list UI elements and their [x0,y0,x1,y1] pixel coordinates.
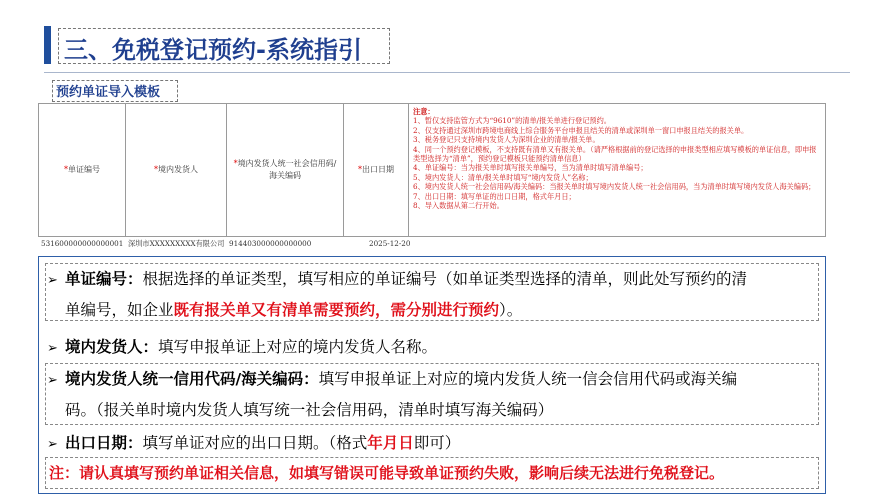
arrow-bullet-icon: ➢ [47,341,58,356]
header-export-date-label: 出口日期 [362,165,394,174]
required-mark: * [358,165,362,174]
required-mark: * [233,159,238,168]
arrow-bullet-icon: ➢ [47,437,58,452]
sample-doc-no: 531600000000000001 [41,239,124,248]
note-item: 3、税务登记只支持境内发货人为深圳企业的清单/报关单。 [413,135,600,145]
required-mark: * [64,165,68,174]
note-item: 1、暂仅支持监管方式为“9610”的清单/报关单进行登记预约。 [413,116,611,126]
arrow-bullet-icon: ➢ [47,273,58,288]
sample-export-date: 2025-12-20 [369,239,411,248]
header-doc-no-label: 单证编号 [68,165,100,174]
notes-title: 注意： [413,107,435,116]
template-notes [408,103,826,237]
guide-highlight: 年月日 [367,434,414,452]
guide-key: 境内发货人： [65,338,159,356]
import-template-sheet [38,103,826,251]
note-item: 4、同一个预约登记模板，不支持既有清单又有报关单。（请严格根据前的登记选择的申报类型相应填写模板的单证信息，即申报类型选择为“清单”，预约登记模板只能预约清单信息） [413,144,817,164]
guide-text: 单编号，如企业 [65,301,174,319]
note-item: 4、单证编号：当为报关单时填写报关单编号，当为清单时填写清单编号； [413,163,648,173]
guide-text: 填写申报单证上对应的境内发货人名称。 [158,338,438,356]
sample-shipper: 深圳市XXXXXXXXX有限公司 [128,239,225,248]
note-item: 6、境内发货人统一社会信用码/海关编码：当报关单时填写境内发货人统一社会信用码，当为清单时填写境内发货人海关编码； [413,182,816,192]
page-title: 三、免税登记预约-系统指引 [64,36,362,64]
guide-text: 填写申报单证上对应的境内发货人统一信会信用代码或海关编 [318,370,738,388]
guide-text: 码。（报关单时境内发货人填写统一社会信用码，清单时填写海关编码） [65,401,554,419]
guide-row-doc-no-cont [65,300,522,320]
guide-text: 填写单证对应的出口日期。（格式 [142,434,368,452]
header-credit-code-label: 境内发货人统一社会信用码/海关编码 [237,159,337,180]
warning-note: 注：请认真填写预约单证相关信息，如填写错误可能导致单证预约失败，影响后续无法进行免税登记。 [49,464,725,482]
guide-row-shipper [47,337,437,359]
guide-text: ）。 [499,301,523,319]
section-subtitle: 预约单证导入模板 [56,85,161,100]
guide-row-credit-code [47,369,737,391]
sample-data-row [38,239,826,251]
guide-panel [38,256,826,494]
title-underline [44,72,850,73]
header-credit-code [226,103,344,237]
guide-text: 即可） [413,434,461,452]
header-shipper [125,103,227,237]
guide-key: 单证编号： [65,270,143,288]
arrow-bullet-icon: ➢ [47,373,58,388]
guide-highlight: 既有报关单又有清单需要预约，需分别进行预约 [173,301,500,319]
guide-text: 根据选择的单证类型，填写相应的单证编号（如单证类型选择的清单，则此处写预约的清 [142,270,748,288]
required-mark: * [154,165,158,174]
guide-row-credit-code-cont [65,400,553,420]
note-item: 8、导入数据从第二行开始。 [413,201,504,211]
note-item: 7、出口日期：填写单证的出口日期，格式年月日； [413,191,576,201]
header-doc-no [38,103,126,237]
header-shipper-label: 境内发货人 [158,165,198,174]
sample-credit-code: 914403000000000000 [229,239,312,248]
guide-row-doc-no [47,269,747,291]
title-accent-bar [44,26,51,64]
note-item: 2、仅支持通过深圳市跨境电商线上综合服务平台申报且结关的清单或深圳单一窗口申报且结关的报关单。 [413,125,749,135]
note-item: 5、境内发货人：清单/报关单时填写“境内发货人”名称； [413,172,593,182]
guide-key: 出口日期： [65,434,143,452]
guide-key: 境内发货人统一信用代码/海关编码： [65,370,319,388]
header-export-date [343,103,409,237]
guide-row-export-date [47,433,460,455]
